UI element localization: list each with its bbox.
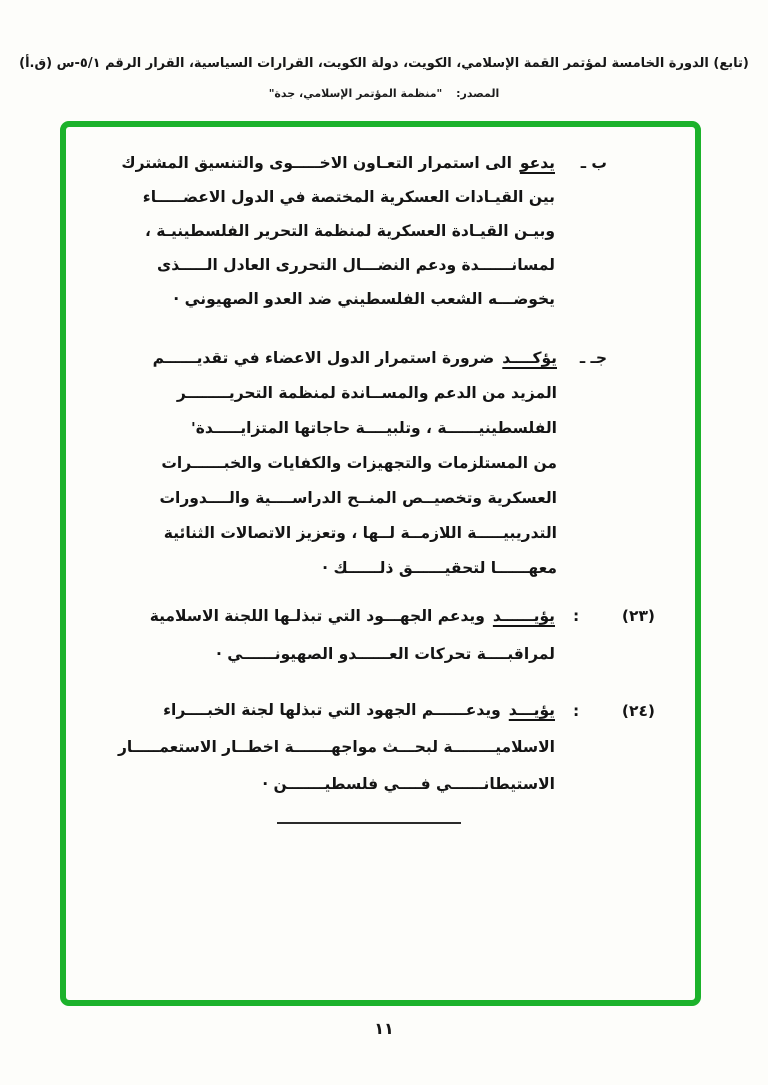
item-23-text: [150, 597, 555, 673]
text-line: المزيد من الدعم والمســاندة لمنظمة التحريــــــــر: [176, 384, 557, 402]
text-line: ويدعم الجهـــود التي تبذلـها اللجنة الاسلامية: [149, 607, 485, 625]
text-line: الفلسطينيــــــة ، وتلبيــــة حاجاتها المتزايـــــدة': [191, 419, 557, 437]
item-number: (٢٤): [621, 702, 655, 720]
page-number: ١١: [374, 1019, 394, 1038]
item-number: (٢٣): [621, 607, 655, 625]
paragraph-j: [153, 341, 607, 586]
text-line: لمسانــــــدة ودعم النضـــال التحررى العادل الـــــذى: [156, 256, 555, 274]
item-24-marker: [573, 692, 655, 730]
text-line: الاسلاميــــــــة لبحـــث مواجهـــــــة اخطــار الاستعمـــــار: [117, 738, 555, 756]
text-line: [118, 692, 555, 729]
underlined-word: يؤيـــد: [508, 701, 555, 719]
underlined-word: يدعو: [519, 154, 555, 172]
text-line: ضرورة استمرار الدول الاعضاء في تقديــــــم: [152, 349, 495, 367]
paragraph-j-marker: جـ ـ: [579, 349, 607, 367]
text-line: بين القيـادات العسكرية المختصة في الدول الاعضـــــاء: [142, 188, 555, 206]
underlined-word: يؤيــــــد: [492, 607, 555, 625]
text-line: الاستيطانــــــي فــــي فلسطيـــــــن ·: [262, 775, 555, 793]
text-line: معهــــــا لتحقيــــــق ذلــــــك ·: [322, 559, 557, 577]
text-line: العسكرية وتخصيــص المنــح الدراســــية والــــدورات: [159, 489, 557, 507]
text-line: يخوضـــه الشعب الفلسطيني ضد العدو الصهيوني ·: [173, 290, 555, 308]
underlined-word: يؤكــــد: [502, 349, 557, 367]
text-line: [153, 341, 557, 376]
text-line: ويدعــــــم الجهود التي تبذلها لجنة الخبــــراء: [163, 701, 501, 719]
paragraph-b: [121, 146, 607, 316]
text-line: التدريبيـــــة اللازمــة لــها ، وتعزيز الاتصالات الثنائية: [163, 524, 557, 542]
paragraph-b-text: [121, 146, 555, 316]
item-colon: :: [573, 702, 580, 720]
text-line: الى استمرار التعـاون الاخـــــوى والتنسيق المشترك: [121, 154, 512, 172]
item-colon: :: [573, 607, 580, 625]
paragraph-b-marker: ب ـ: [580, 154, 607, 172]
text-line: لمراقبــــة تحركات العــــــدو الصهيونــــــي ·: [216, 645, 555, 663]
item-23-marker: [573, 597, 655, 635]
source-value: "منظمة المؤتمر الإسلامي، جدة": [268, 87, 443, 100]
text-line: من المستلزمات والتجهيزات والكفايات والخبــــــرات: [161, 454, 557, 472]
separator-line: [277, 822, 461, 824]
paragraph-j-text: [153, 341, 557, 586]
document-header-source: [0, 87, 768, 100]
text-line: وبيـن القيـادة العسكرية لمنظمة التحرير الفلسطينيـة ،: [145, 222, 555, 240]
resolution-item-23: [150, 597, 655, 673]
document-header-title: (تابع) الدورة الخامسة لمؤتمر القمة الإسلامي، الكويت، دولة الكويت، القرارات السياسية، القرار الرقم ٥/١-س (ق.أ): [19, 56, 749, 71]
text-line: [121, 146, 555, 180]
resolution-item-24: [118, 692, 655, 803]
source-label: المصدر:: [456, 87, 500, 100]
text-line: [150, 597, 555, 635]
item-24-text: [118, 692, 555, 803]
